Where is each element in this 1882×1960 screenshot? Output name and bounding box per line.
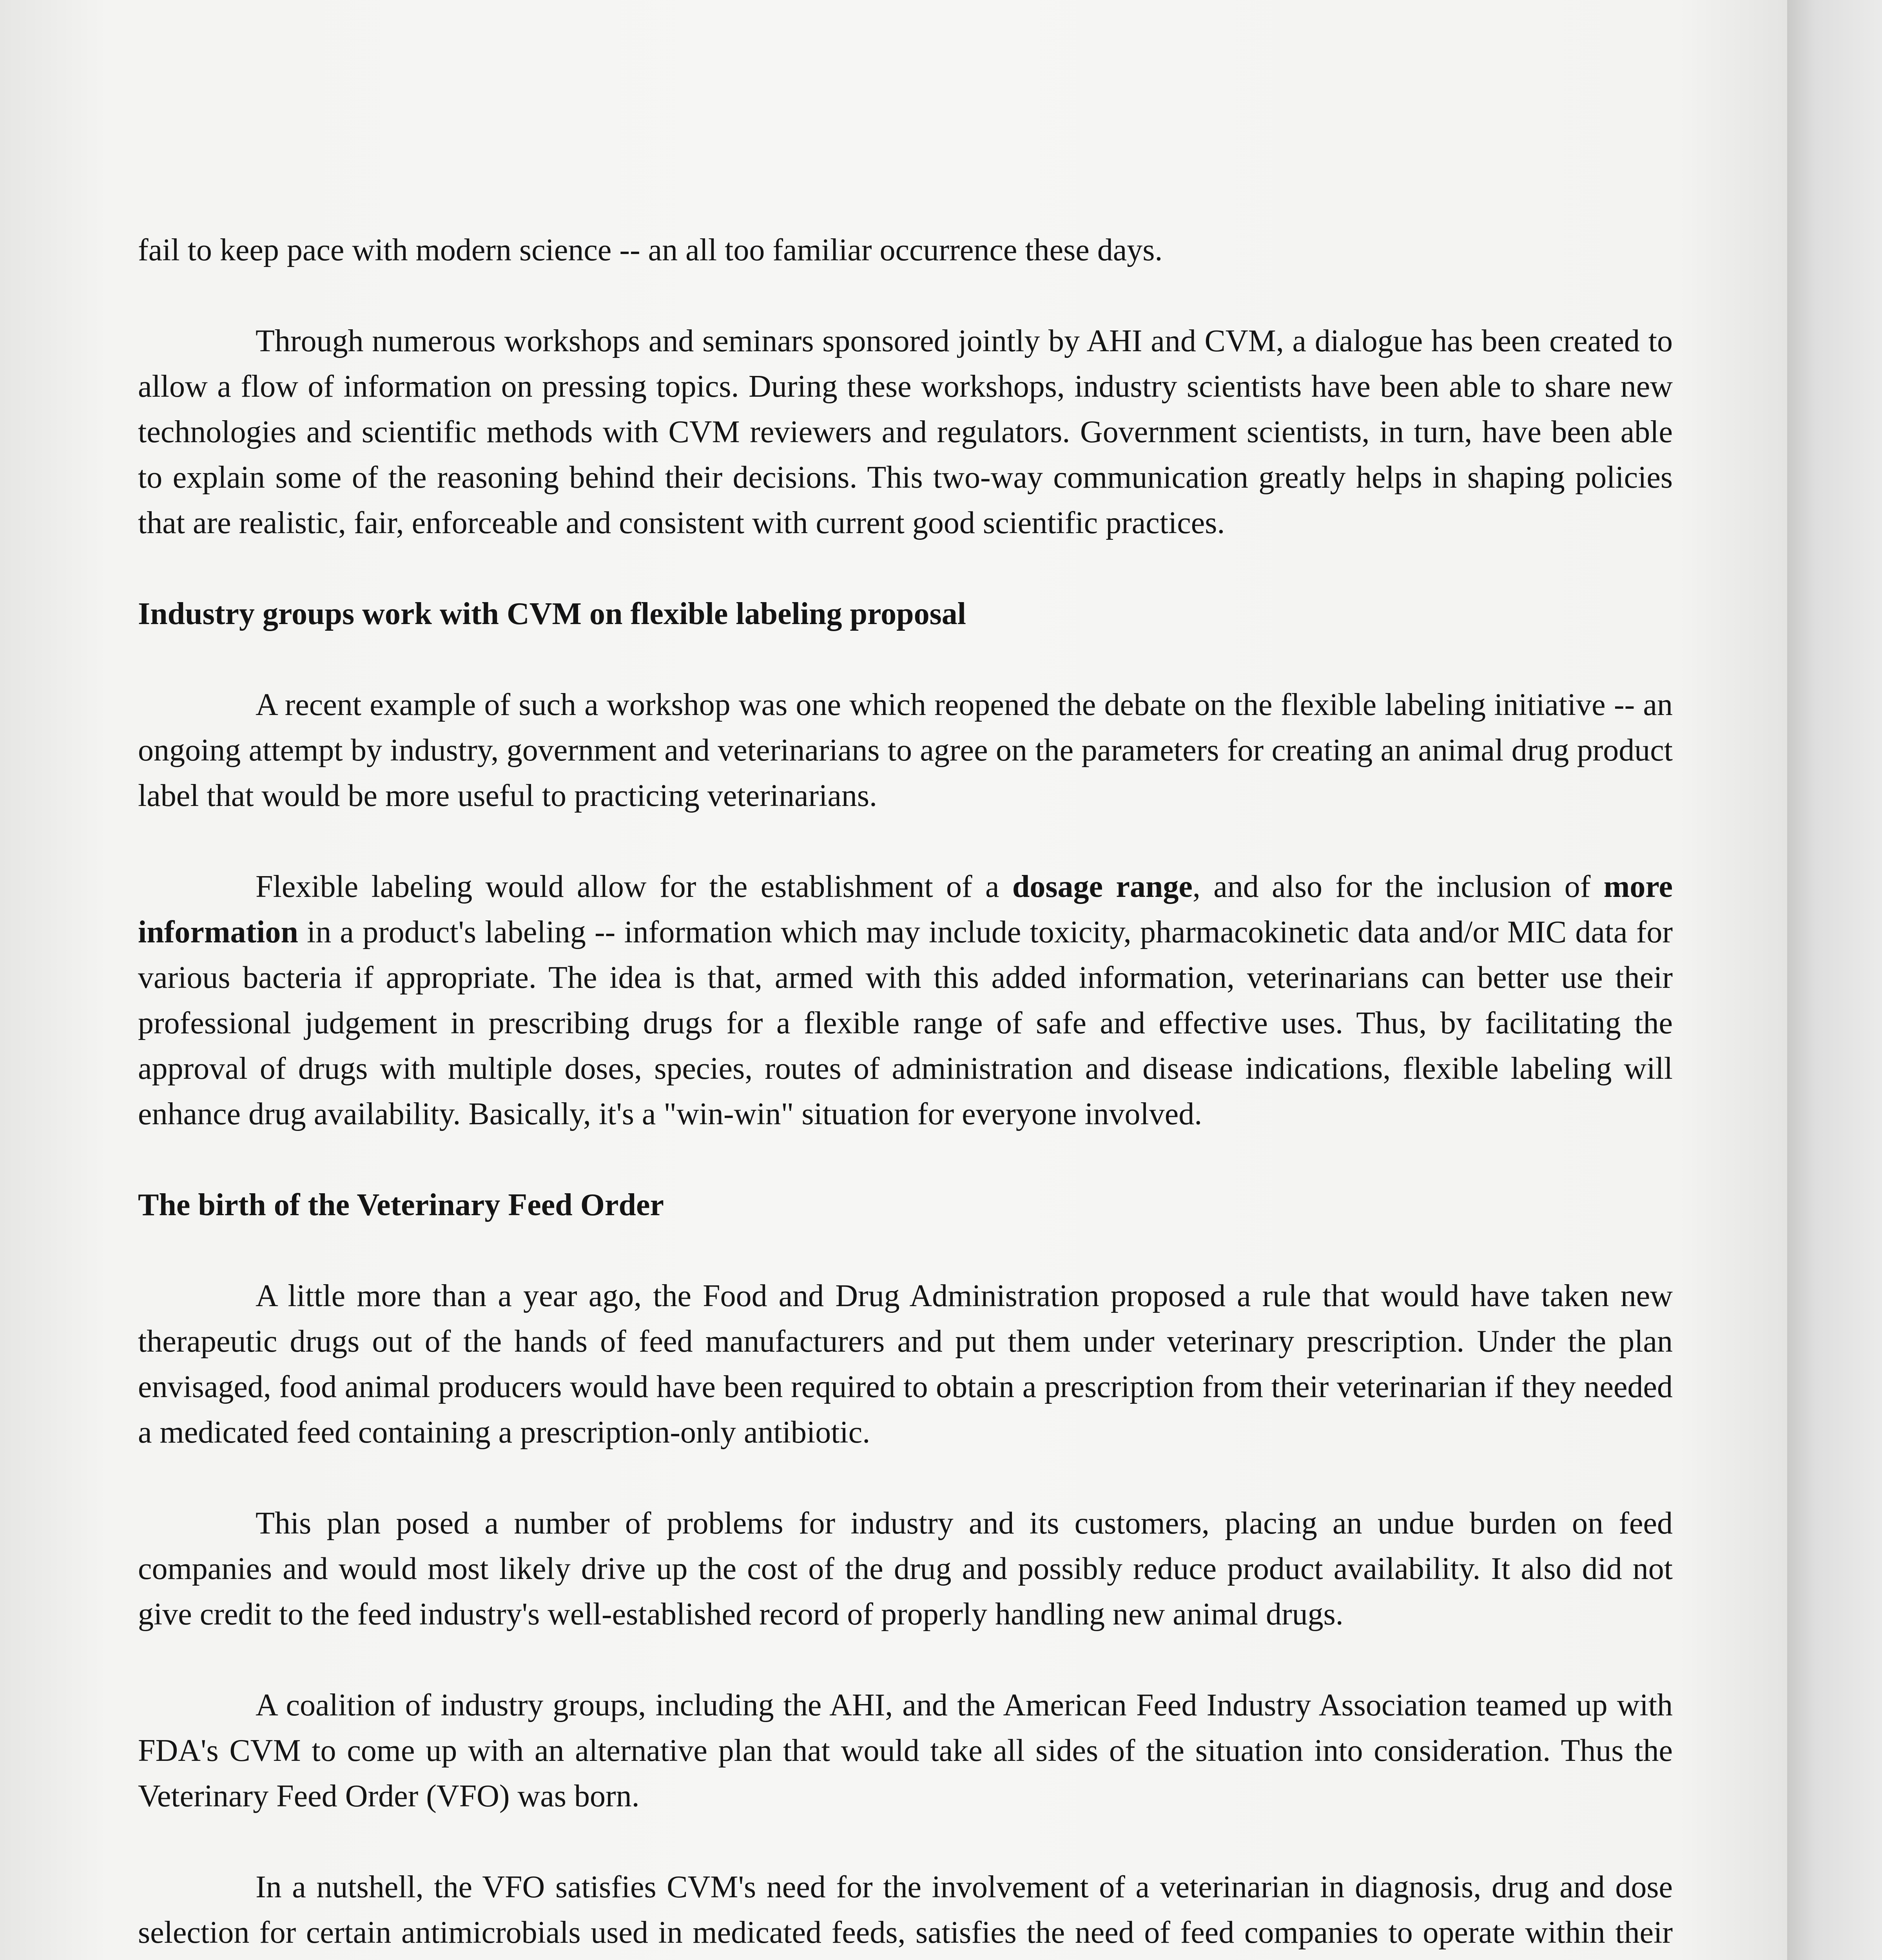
opening-line: fail to keep pace with modern science -- an all too familiar occurrence these days. [138, 233, 1163, 267]
coalition-paragraph: A coalition of industry groups, including the AHI, and the American Feed Industry Association teamed up with FDA's CVM to come up with an alternative plan that would take all sides of the situation into consideration. Thus the Veterinary Feed Order (VFO) was born. [138, 1688, 1673, 1813]
nutshell-paragraph: In a nutshell, the VFO satisfies CVM's need for the involvement of a veterinarian in diagnosis, drug and dose selection for certain antimicrobials used in medicated feeds, satisfies the need of feed companies to operate within their [138, 1870, 1673, 1950]
article-body [138, 227, 1673, 1960]
page-edge-shadow [1787, 0, 1882, 1960]
flexible-text-part-3: in a product's labeling -- information which may include toxicity, pharmacokinetic data and/or MIC data for various bacteria if appropriate. The idea is that, armed with this added information, veterinarians can better use their professional judgement in prescribing drugs for a flexible range of safe and effective uses. Thus, by facilitating the approval of drugs with multiple doses, species, routes of administration and disease indications, flexible labeling will enhance drug availability. Basically, it's a "win-win" situation for everyone involved. [138, 915, 1673, 1131]
vfo-heading: The birth of the Veterinary Feed Order [138, 1188, 664, 1222]
recent-workshop-paragraph: A recent example of such a workshop was one which reopened the debate on the flexible labeling initiative -- an ongoing attempt by industry, government and veterinarians to agree on the parameters for creating an animal drug product label that would be more useful to practicing veterinarians. [138, 688, 1673, 813]
flexible-text-part-2: , and also for the inclusion of [1192, 869, 1604, 904]
dosage-range-emphasis: dosage range [1012, 869, 1193, 904]
flexible-text-part-1: Flexible labeling would allow for the establishment of a [256, 869, 1012, 904]
workshops-paragraph: Through numerous workshops and seminars sponsored jointly by AHI and CVM, a dialogue has been created to allow a flow of information on pressing topics. During these workshops, industry scientists have been able to share new technologies and scientific methods with CVM reviewers and regulators. Government scientists, in turn, have been able to explain some of the reasoning behind their decisions. This two-way communication greatly helps in shaping policies that are realistic, fair, enforceable and consistent with current good scientific practices. [138, 324, 1673, 540]
fda-proposal-paragraph: A little more than a year ago, the Food and Drug Administration proposed a rule that would have taken new therapeutic drugs out of the hands of feed manufacturers and put them under veterinary prescription. Under the plan envisaged, food animal producers would have been required to obtain a prescription from their veterinarian if they needed a medicated feed containing a prescription-only antibiotic. [138, 1279, 1673, 1450]
flexible-labeling-paragraph [138, 864, 1673, 1137]
more-information-emphasis: more information [138, 869, 1673, 949]
flexible-labeling-heading: Industry groups work with CVM on flexible labeling proposal [138, 597, 966, 631]
problems-paragraph: This plan posed a number of problems for industry and its customers, placing an undue burden on feed companies and would most likely drive up the cost of the drug and possibly reduce product availability. It also did not give credit to the feed industry's well-established record of properly handling new animal drugs. [138, 1506, 1673, 1632]
